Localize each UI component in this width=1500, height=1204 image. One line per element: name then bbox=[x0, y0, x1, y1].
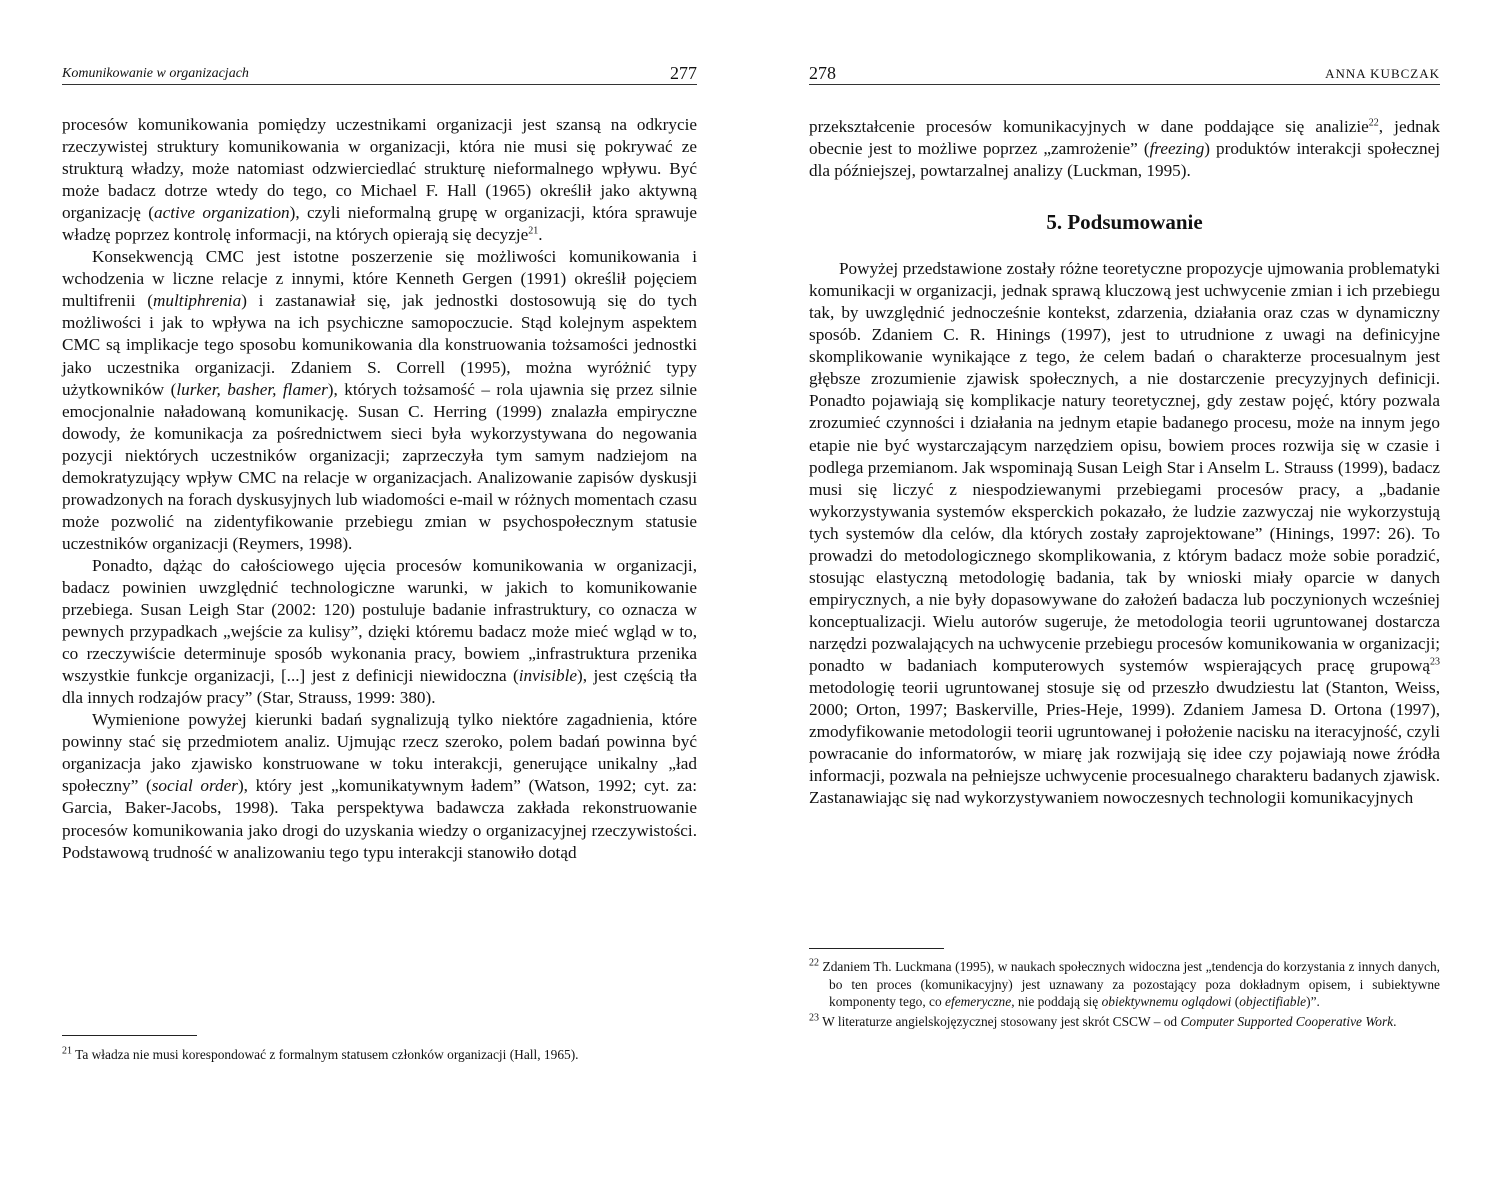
page-number: 277 bbox=[670, 63, 697, 83]
running-head: Komunikowanie w organizacjach bbox=[62, 66, 249, 81]
right-page-header bbox=[809, 64, 1440, 85]
paragraph: Wymienione powyżej kierunki badań sygnalizują tylko niektóre zagadnienia, które powinny stać się przedmiotem analiz. Ujmując rzecz szeroko, polem badań powinna być organizacja jako zjawisko konstruowane w toku interakcji, generujące unikalny „ład społeczny” (social order), który jest „komunikatywnym ładem” (Watson, 1992; cyt. za: Garcia, Baker-Jacobs, 1998). Taka perspektywa badawcza zakłada rekonstruowanie procesów komunikowania jako drogi do uzyskania wiedzy o organizacyjnej rzeczywistości. Podstawową trudność w analizowaniu tego typu interakcji stanowiło dotąd bbox=[62, 710, 697, 862]
paragraph: Konsekwencją CMC jest istotne poszerzenie się możliwości komunikowania i wchodzenia w liczne relacje z innymi, które Kenneth Gergen (1991) określił pojęciem multifrenii (multiphrenia) i zastanawiał się, jak jednostki dostosowują się do tych możliwości i jak to wpływa na ich psychiczne samopoczucie. Stąd kolejnym aspektem CMC są implikacje tego sposobu komunikowania dla konstruowania tożsamości jednostki jako uczestnika organizacji. Zdaniem S. Correll (1995), można wyróżnić typy użytkowników (lurker, basher, flamer), których tożsamość – rola ujawnia się przez silnie emocjonalnie naładowaną komunikację. Susan C. Herring (1999) znalazła empiryczne dowody, że komunikacja za pośrednictwem sieci była wykorzystywana do negowania pozycji niektórych uczestników organizacji; zaprzeczyła tym samym nadziejom na demokratyzujący wpływ CMC na relacje w organizacjach. Analizowanie zapisów dyskusji prowadzonych na forach dyskusyjnych lub wiadomości e-mail w różnych momentach czasu może pozwolić na zidentyfikowanie przebiegu zmian w psychospołecznym statusie uczestników organizacji (Reymers, 1998). bbox=[62, 247, 697, 553]
footnote-ref: 22 bbox=[1368, 117, 1379, 129]
footnote-21: $^{21}$ Ta władza nie musi korespondować z formalnym statusem członków organizacji (Hall, 1965). bbox=[62, 1045, 579, 1062]
footnotes bbox=[809, 958, 1440, 1032]
footnote-22: $^{22}$ Zdaniem Th. Luckmana (1995), w naukach społecznych widoczna jest „tendencja do korzystania z innych danych, bo ten proces (komunikacyjny) jest uznawany za pozostający poza dokładnym opisem, i subiektywne komponenty tego, co efemeryczne, nie poddają się obiektywnemu oglądowi (objectifiable)”. bbox=[809, 957, 1440, 1009]
page-number: 278 bbox=[809, 63, 836, 83]
paragraph: Powyżej przedstawione zostały różne teoretyczne propozycje ujmowania problematyki komunikacji w organizacji, jednak sprawą kluczową jest uchwycenie zmian i ich przebiegu tak, by uwzględnić jednocześnie kontekst, zdarzenia, działania oraz czas w dynamiczny sposób. Zdaniem C. R. Hinings (1997), jest to utrudnione z uwagi na definicyjne skomplikowanie wynikające z tego, że celem badań o charakterze procesualnym jest głębsze zrozumienie zjawisk społecznych, a nie dostarczenie precyzyjnych definicji. Ponadto pojawiają się komplikacje natury teoretycznej, gdy zestaw pojęć, który pozwala zrozumieć czynności i działania na jednym etapie badanego procesu, może na innym jego etapie nie być wystarczającym narzędziem opisu, bowiem proces rozwija się w czasie i podlega przemianom. Jak wspominają Susan Leigh Star i Anselm L. Strauss (1999), badacz musi się liczyć z niespodziewanymi przebiegami procesów pracy, a „badanie wykorzystywania systemów eksperckich pokazało, że ludzie zazwyczaj nie wykorzystują tych systemów dla celów, dla których zostały zaprojektowane” (Hinings, 1997: 26). To prowadzi do metodologicznego skomplikowania, z którym badacz może sobie poradzić, stosując elastyczną metodologię badania, tak by wnioski miały oparcie w danych empirycznych, a nie były dopasowywane do założeń badacza lub poczynionych wcześniej konceptualizacji. Wielu autorów sugeruje, że metodologia teorii ugruntowanej dostarcza narzędzi pozwalających na uchwycenie przebiegu procesów komunikowania w organizacji; ponadto w badaniach komputerowych systemów wspierających pracę grupową$^{23}$ metodologię teorii ugruntowanej stosuje się od przeszło dwudziestu lat (Stanton, Weiss, 2000; Orton, 1997; Baskerville, Pries-Heje, 1999). Zdaniem Jamesa D. Ortona (1997), zmodyfikowanie metodologii teorii ugruntowanej i położenie nacisku na iteracyjność, czyli powracanie do informatorów, w miarę jak rozwijają się idee czy pojawiają nowe źródła informacji, pozwala na pełniejsze uchwycenie procesualnego charakteru badanych zjawisk. Zastanawiając się nad wykorzystywaniem nowoczesnych technologii komunikacyjnych bbox=[809, 259, 1440, 808]
footnotes bbox=[62, 1046, 697, 1066]
footnote-ref: 21 bbox=[528, 225, 539, 237]
footnote-divider bbox=[809, 948, 944, 949]
running-head: ANNA KUBCZAK bbox=[1325, 66, 1440, 81]
footnote-ref: 23 bbox=[1430, 656, 1440, 668]
paragraph: przekształcenie procesów komunikacyjnych w dane poddające się analizie$^{22}$, jednak obecnie jest to możliwe poprzez „zamrożenie” (freezing) produktów interakcji społecznej dla późniejszej, powtarzalnej analizy (Luckman, 1995). bbox=[809, 117, 1440, 181]
left-page-header bbox=[62, 64, 697, 85]
paragraph: Ponadto, dążąc do całościowego ujęcia procesów komunikowania w organizacji, badacz powinien uwzględnić technologiczne warunki, w jakich to komunikowanie przebiega. Susan Leigh Star (2002: 120) postuluje badanie infrastruktury, co oznacza w pewnych przypadkach „wejście za kulisy”, dzięki któremu badacz może mieć wgląd w to, co rzeczywiście determinuje sposób wykonania pracy, bowiem „infrastruktura przenika wszystkie funkcje organizacji, [...] jest z definicji niewidoczna (invisible), jest częścią tła dla innych rodzajów pracy” (Star, Strauss, 1999: 380). bbox=[62, 555, 697, 708]
section-heading: 5. Podsumowanie bbox=[1046, 210, 1203, 235]
paragraph: procesów komunikowania pomiędzy uczestnikami organizacji jest szansą na odkrycie rzeczywistej struktury komunikowania w organizacji, która nie musi się pokrywać ze strukturą władzy, może natomiast odzwierciedlać strukturę nieformalnego wpływu. Być może badacz dotrze wtedy do tego, co Michael F. Hall (1965) określił jako aktywną organizację (active organization), czyli nieformalną grupę w organizacji, która sprawuje władzę poprzez kontrolę informacji, na których opierają się decyzje$^{21}$. bbox=[62, 115, 697, 245]
footnote-23: $^{23}$ W literaturze angielskojęzycznej stosowany jest skrót CSCW – od Computer Supported Cooperative Work. bbox=[809, 1012, 1397, 1029]
left-page-body bbox=[62, 114, 697, 864]
right-page-body bbox=[809, 116, 1440, 809]
footnote-divider bbox=[62, 1035, 197, 1036]
